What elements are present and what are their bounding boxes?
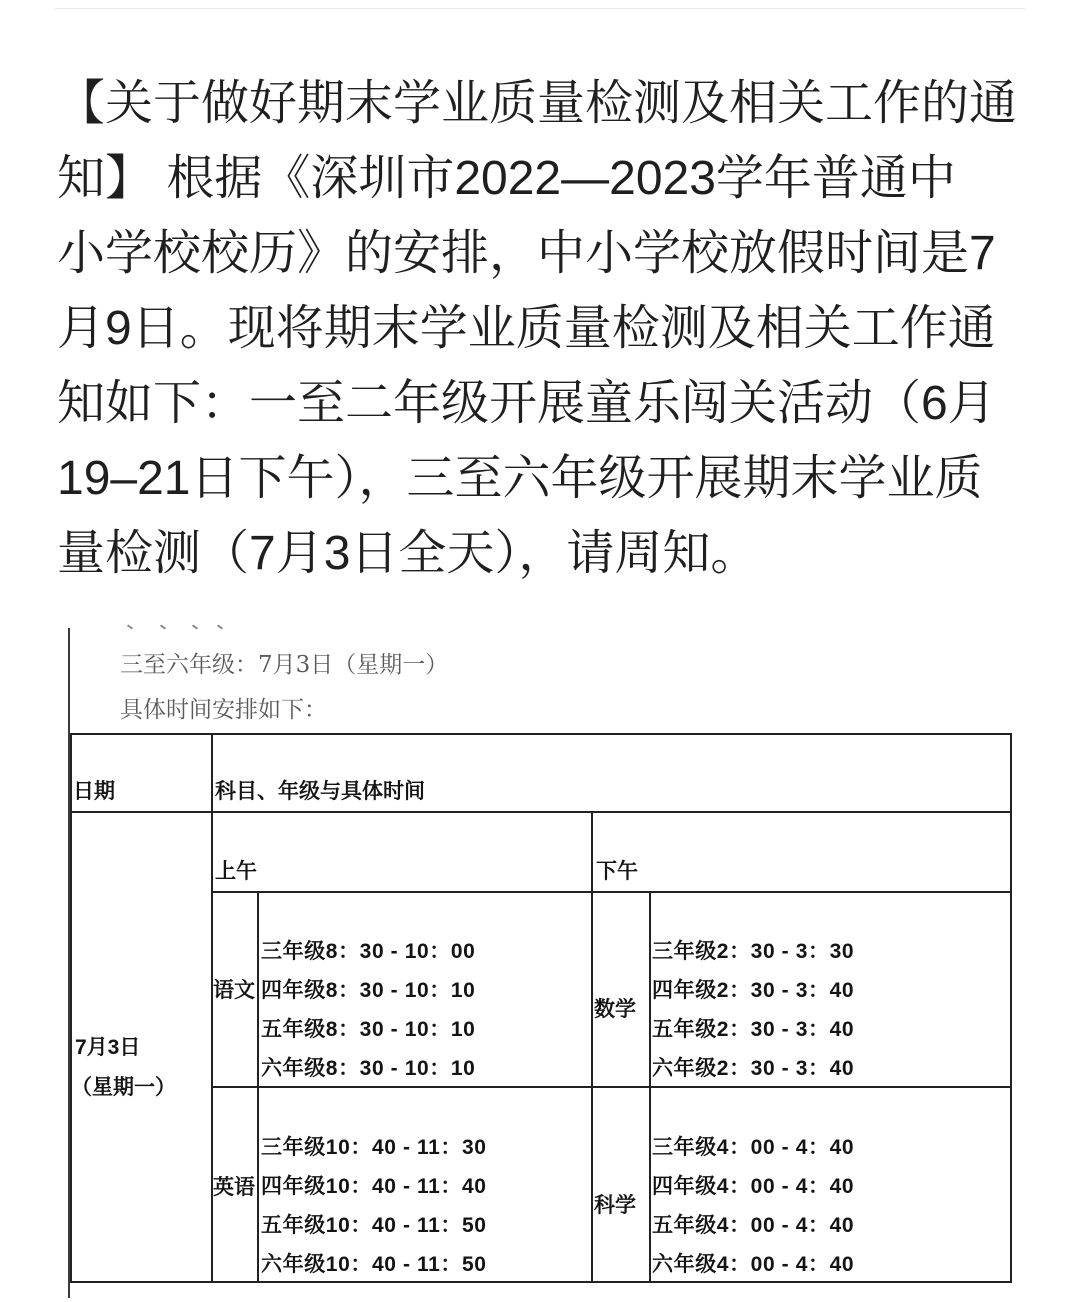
exam-time-slot: 五年级10：40 - 11：50: [261, 1214, 487, 1237]
cropped-text-fragment: [127, 624, 133, 629]
exam-time-slot: 三年级4：00 - 4：40: [652, 1136, 855, 1159]
exam-time-slot: 五年级4：00 - 4：40: [652, 1214, 855, 1237]
session-column-divider: [591, 812, 593, 1283]
session-label-afternoon: 下午: [596, 860, 638, 883]
exam-time-slot: 三年级10：40 - 11：30: [261, 1136, 487, 1159]
afternoon-subject-divider: [649, 892, 651, 1283]
post-body: [57, 66, 1057, 591]
subject-english: 英语: [213, 1176, 255, 1199]
exam-time-slot: 六年级8：30 - 10：10: [261, 1057, 476, 1080]
header-date: 日期: [73, 780, 115, 803]
date-column-divider: [211, 733, 213, 1283]
schedule-intro-line: 具体时间安排如下：: [120, 697, 327, 723]
post-body-line: 知如下：一至二年级开展童乐闯关活动（6月: [57, 377, 996, 430]
exam-time-slot: 五年级8：30 - 10：10: [261, 1018, 476, 1041]
subject-science: 科学: [594, 1194, 636, 1217]
exam-time-slot: 四年级4：00 - 4：40: [652, 1175, 855, 1198]
post-body-line: 知】 根据《深圳市2022—2023学年普通中: [57, 152, 956, 205]
morning-subject-divider: [257, 892, 259, 1283]
top-divider: [55, 8, 1025, 9]
subject-chinese: 语文: [213, 979, 255, 1002]
exam-time-slot: 四年级10：40 - 11：40: [261, 1175, 487, 1198]
exam-date: 7月3日: [75, 1036, 141, 1059]
session-header-divider: [212, 891, 1012, 893]
post-body-line: 19–21日下午），三至六年级开展期末学业质: [57, 452, 983, 505]
cropped-text-fragment: [192, 624, 198, 629]
exam-time-slot: 五年级2：30 - 3：40: [652, 1018, 855, 1041]
chinese-time-slots: [261, 932, 475, 1088]
cropped-text-fragment: [217, 624, 223, 629]
grade-schedule-line: 三至六年级：7月3日（星期一）: [120, 652, 449, 678]
post-body-line: 月9日。现将期末学业质量检测及相关工作通: [57, 302, 996, 355]
cropped-text-fragment: [160, 624, 166, 629]
subject-math: 数学: [594, 998, 636, 1021]
exam-time-slot: 六年级2：30 - 3：40: [652, 1057, 855, 1080]
exam-time-slot: 三年级8：30 - 10：00: [261, 940, 476, 963]
math-time-slots: [652, 932, 854, 1088]
exam-time-slot: 四年级2：30 - 3：40: [652, 979, 855, 1002]
english-time-slots: [261, 1128, 487, 1284]
notice-attachment-image[interactable]: [55, 612, 1025, 1302]
exam-schedule-table: [70, 733, 1012, 1283]
exam-time-slot: 六年级4：00 - 4：40: [652, 1253, 855, 1276]
exam-time-slot: 三年级2：30 - 3：30: [652, 940, 855, 963]
header-details: 科目、年级与具体时间: [215, 780, 425, 803]
post-body-line: 量检测（7月3日全天），请周知。: [57, 527, 759, 580]
post-body-line: 小学校校历》的安排，中小学校放假时间是7: [57, 227, 996, 280]
exam-time-slot: 四年级8：30 - 10：10: [261, 979, 476, 1002]
exam-time-slot: 六年级10：40 - 11：50: [261, 1253, 487, 1276]
session-label-morning: 上午: [215, 860, 257, 883]
post-body-line: 【关于做好期末学业质量检测及相关工作的通: [57, 77, 1018, 130]
science-time-slots: [652, 1128, 854, 1284]
exam-weekday: （星期一）: [71, 1076, 176, 1099]
